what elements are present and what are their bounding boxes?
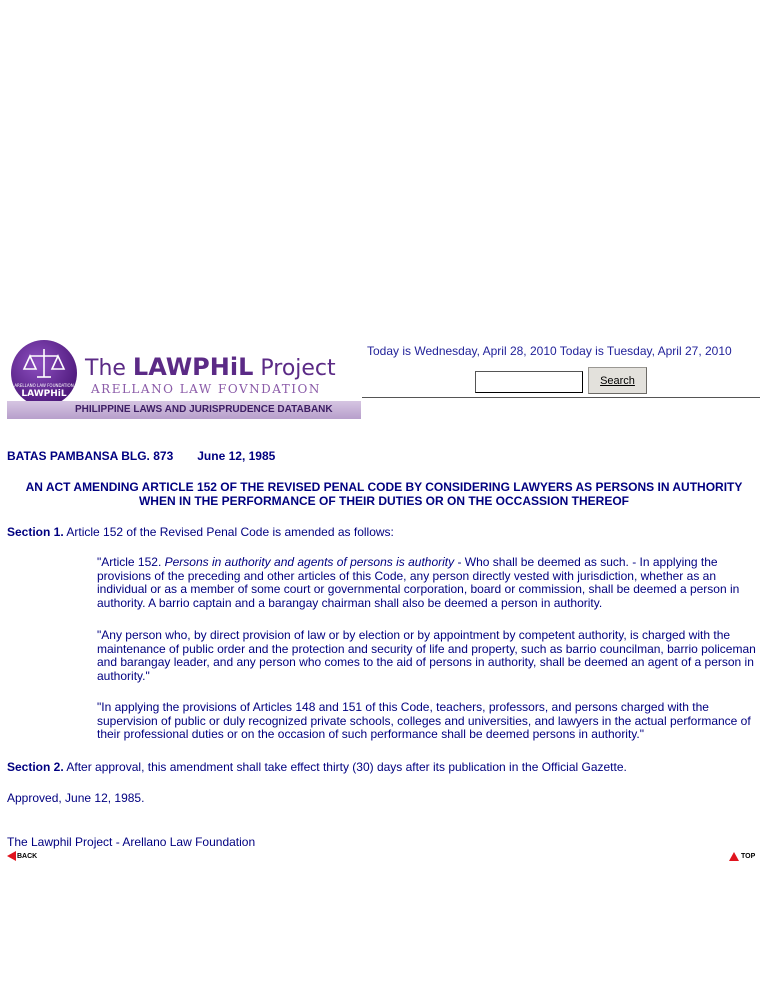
logo-title: [85, 353, 336, 381]
header-divider: [362, 397, 760, 398]
top-label: TOP: [741, 853, 756, 860]
section-1-label: Section 1.: [7, 525, 64, 539]
lawphil-logo[interactable]: [7, 339, 361, 419]
search-button[interactable]: [588, 367, 647, 394]
approved-date: Approved, June 12, 1985.: [7, 791, 145, 805]
logo-title-main: LAWPHiL: [132, 353, 254, 381]
date-line: Today is Wednesday, April 28, 2010 Today is Tuesday, April 27, 2010: [367, 344, 732, 358]
document-title: AN ACT AMENDING ARTICLE 152 OF THE REVISED PENAL CODE BY CONSIDERING LAWYERS AS PERSONS IN AUTHORITY WHEN IN THE PERFORMANCE OF THEIR DUTIES OR ON THE OCCASSION THEREOF: [25, 480, 743, 508]
section-1-text: Article 152 of the Revised Penal Code is amended as follows:: [63, 525, 394, 539]
section-2: [7, 760, 627, 774]
section-1: [7, 525, 394, 539]
footer-credit: The Lawphil Project - Arellano Law Foundation: [7, 835, 256, 849]
top-link[interactable]: [729, 850, 755, 864]
seal-caption: ARELLANO LAW FOUNDATION: [14, 383, 74, 388]
quote-1-italic: Persons in authority and agents of persons is authority: [164, 555, 455, 569]
search-button-label: Search: [600, 374, 635, 387]
document-number: BATAS PAMBANSA BLG. 873: [7, 449, 174, 463]
quote-article-152: [97, 556, 759, 610]
lawphil-seal-icon: [10, 339, 78, 407]
section-2-label: Section 2.: [7, 760, 64, 774]
quote-1-text: - Who shall be deemed as such. - In applying the provisions of the preceding and other articles of this Code, any person directly vested with jurisdiction, whether as an individual or as a member of some court or governmental corporation, board or commission, shall be deemed a person in authority. A barrio captain and a barangay chairman shall also be deemed a person in authority.: [97, 555, 740, 610]
quote-lawyers: "In applying the provisions of Articles 148 and 151 of this Code, teachers, professors, and persons charged with the supervision of public or duly recognized private schools, colleges and universities, and lawyers in the actual performance of their professional duties or on the occasion of such performance shall be deemed persons in authority.": [97, 700, 751, 742]
document-date: June 12, 1985: [197, 449, 276, 463]
search-input[interactable]: [475, 371, 583, 393]
seal-name: LAWPHiL: [21, 389, 67, 399]
logo-foundation: ARELLANO LAW FOVNDATION: [91, 382, 321, 396]
page-header: [0, 336, 768, 422]
logo-title-post: Project: [253, 356, 336, 381]
back-arrow-icon: [7, 851, 16, 861]
back-label: BACK: [17, 853, 38, 860]
logo-databank-banner: PHILIPPINE LAWS AND JURISPRUDENCE DATABANK: [7, 401, 361, 419]
document-heading: [7, 449, 275, 463]
section-2-text: After approval, this amendment shall take effect thirty (30) days after its publication in the Official Gazette.: [63, 760, 627, 774]
back-link[interactable]: [7, 850, 37, 864]
top-arrow-icon: [729, 852, 739, 861]
logo-title-pre: The: [85, 356, 133, 381]
quote-agents: "Any person who, by direct provision of law or by election or by appointment by competent authority, is charged with the maintenance of public order and the protection and security of life and property, such as barrio councilman, barrio policeman and barangay leader, and any person who comes to the aid of persons in authority, shall be deemed an agent of a person in authority.": [97, 628, 756, 683]
quote-1-prefix: "Article 152.: [97, 555, 165, 569]
